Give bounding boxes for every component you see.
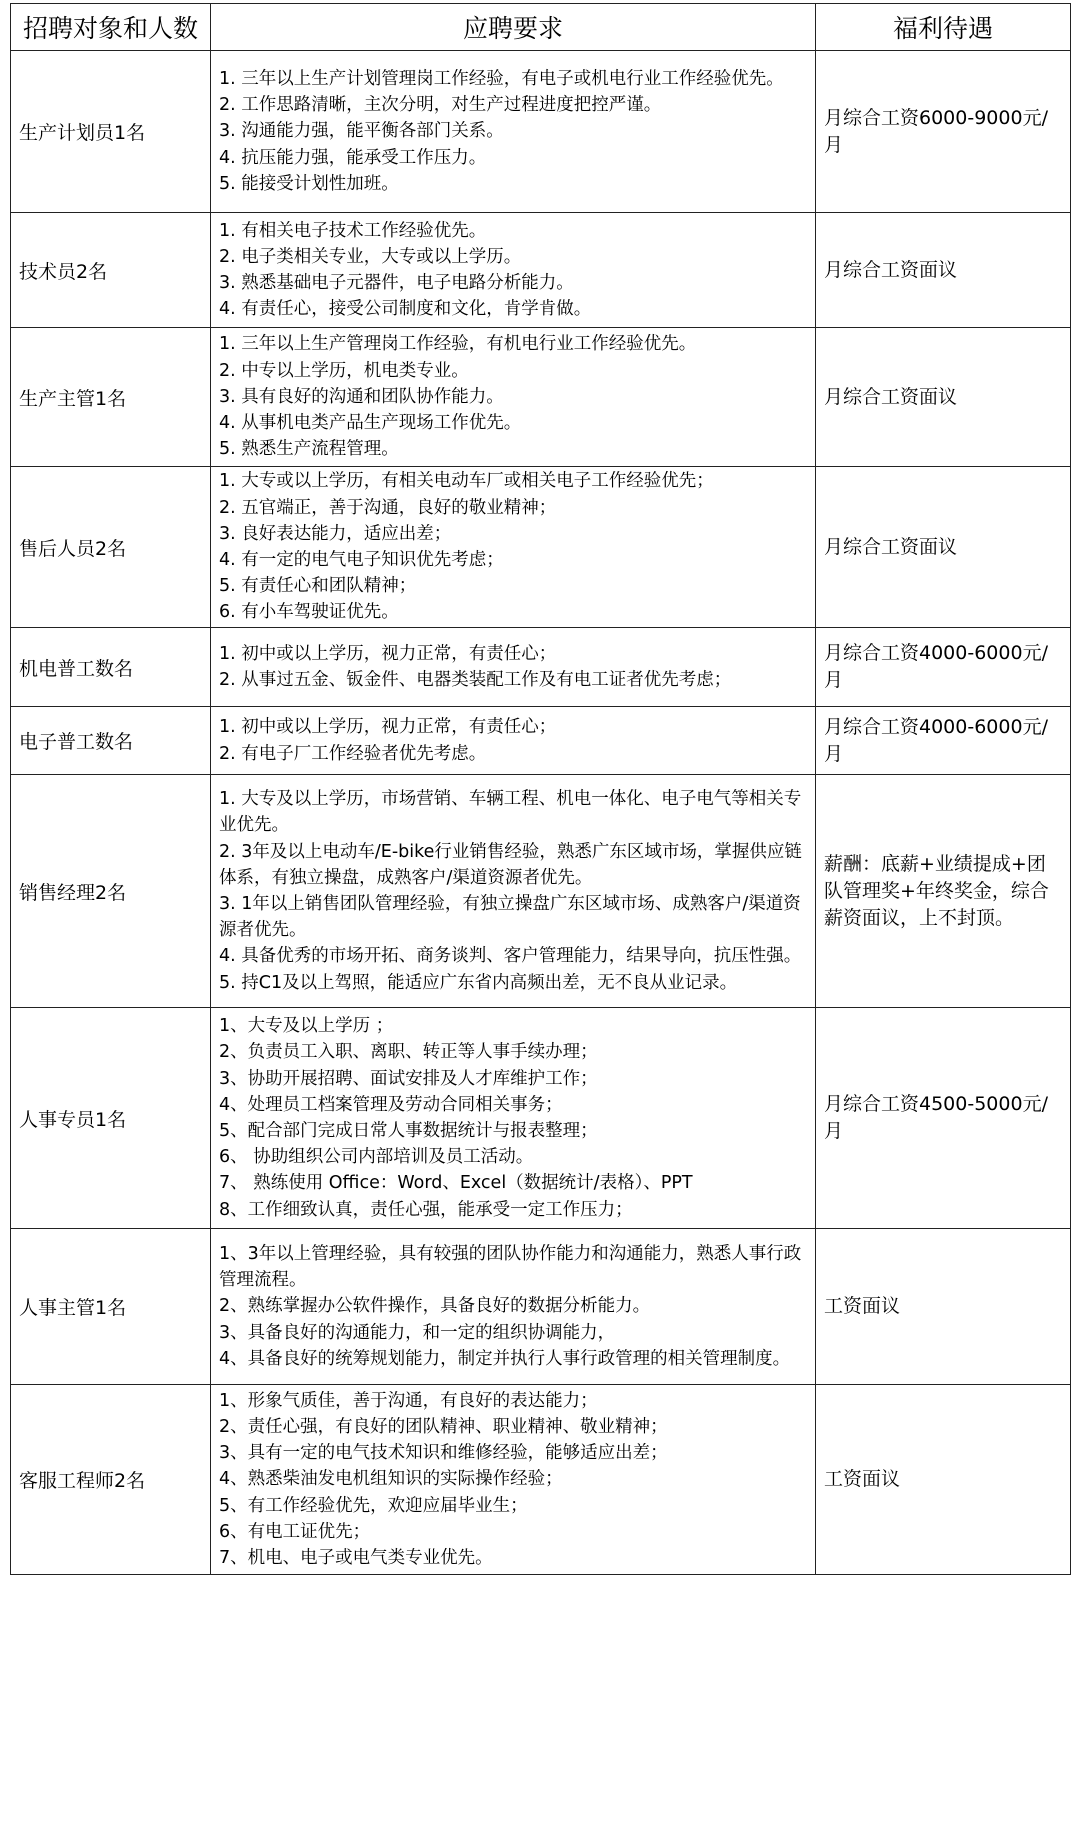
- requirement-item: 2、责任心强，有良好的团队精神、职业精神、敬业精神；: [219, 1416, 668, 1437]
- requirement-item: 4. 具备优秀的市场开拓、商务谈判、客户管理能力，结果导向，抗压性强。: [219, 946, 802, 967]
- requirement-item: 1、3年以上管理经验，具有较强的团队协作能力和沟通能力，熟悉人事行政管理流程。: [219, 1243, 802, 1291]
- benefit-cell: 月综合工资面议: [816, 213, 1071, 328]
- requirements-cell: [211, 628, 816, 707]
- requirement-item: 2. 3年及以上电动车/E-bike行业销售经验，熟悉广东区域市场，掌握供应链体系，有独立操盘，成熟客户/渠道资源者优先。: [219, 841, 802, 888]
- benefit-cell: 月综合工资4000-6000元/月: [816, 707, 1071, 775]
- requirement-item: 2. 从事过五金、钣金件、电器类装配工作及有电工证者优先考虑；: [219, 670, 732, 690]
- requirement-item: 2. 有电子厂工作经验者优先考虑。: [219, 743, 487, 764]
- table-row: [11, 1008, 1071, 1229]
- requirement-item: 2、熟练掌握办公软件操作，具备良好的数据分析能力。: [219, 1296, 651, 1317]
- requirement-item: 1. 大专及以上学历，市场营销、车辆工程、机电一体化、电子电气等相关专业优先。: [219, 789, 802, 836]
- requirement-item: 1. 初中或以上学历，视力正常，有责任心；: [219, 717, 557, 738]
- position-cell: 售后人员2名: [11, 467, 211, 628]
- table-row: [11, 467, 1071, 628]
- table-row: [11, 628, 1071, 707]
- table-row: [11, 1229, 1071, 1385]
- requirement-item: 4、熟悉柴油发电机组知识的实际操作经验；: [219, 1469, 563, 1490]
- table-row: [11, 213, 1071, 328]
- requirement-item: 3、具备良好的沟通能力，和一定的组织协调能力，: [219, 1322, 616, 1343]
- requirement-item: 7、机电、电子或电气类专业优先。: [219, 1548, 493, 1568]
- requirement-item: 1、形象气质佳，善于沟通，有良好的表达能力；: [219, 1390, 598, 1411]
- requirement-item: 2. 工作思路清晰，主次分明，对生产过程进度把控严谨。: [219, 95, 662, 116]
- requirements-cell: [211, 1229, 816, 1385]
- benefit-cell: 工资面议: [816, 1385, 1071, 1575]
- requirement-item: 2. 中专以上学历，机电类专业。: [219, 360, 469, 381]
- requirement-item: 5、有工作经验优先，欢迎应届毕业生；: [219, 1495, 528, 1516]
- header-row: [11, 4, 1071, 51]
- position-cell: 销售经理2名: [11, 775, 211, 1008]
- table-row: [11, 1385, 1071, 1575]
- requirements-cell: [211, 775, 816, 1008]
- benefit-cell: 月综合工资4000-6000元/月: [816, 628, 1071, 707]
- requirement-item: 2. 五官端正，善于沟通，良好的敬业精神；: [219, 497, 557, 518]
- requirement-item: 6、有电工证优先；: [219, 1521, 371, 1542]
- requirement-item: 7、 熟练使用 Office：Word、Excel（数据统计/表格）、PPT: [219, 1173, 693, 1194]
- requirement-item: 5. 持C1及以上驾照，能适应广东省内高频出差，无不良从业记录。: [219, 972, 738, 993]
- position-cell: 客服工程师2名: [11, 1385, 211, 1575]
- table-row: [11, 775, 1071, 1008]
- header-benefits: 福利待遇: [816, 4, 1071, 51]
- position-cell: 人事专员1名: [11, 1008, 211, 1229]
- requirement-item: 5. 熟悉生产流程管理。: [219, 439, 399, 460]
- recruitment-table: [10, 3, 1071, 1575]
- requirement-item: 1. 有相关电子技术工作经验优先。: [219, 220, 487, 241]
- requirement-item: 4、具备良好的统筹规划能力，制定并执行人事行政管理的相关管理制度。: [219, 1348, 791, 1369]
- position-cell: 生产计划员1名: [11, 51, 211, 213]
- benefit-cell: 薪酬：底薪+业绩提成+团队管理奖+年终奖金，综合薪资面议，上不封顶。: [816, 775, 1071, 1008]
- requirements-cell: [211, 1385, 816, 1575]
- requirement-item: 5. 有责任心和团队精神；: [219, 576, 417, 597]
- requirement-item: 3. 良好表达能力，适应出差；: [219, 523, 452, 544]
- requirement-item: 8、工作细致认真，责任心强，能承受一定工作压力；: [219, 1199, 633, 1220]
- requirement-item: 4. 抗压能力强，能承受工作压力。: [219, 147, 487, 168]
- requirement-item: 6、 协助组织公司内部培训及员工活动。: [219, 1147, 534, 1168]
- requirement-item: 2、负责员工入职、离职、转正等人事手续办理；: [219, 1042, 598, 1063]
- requirement-item: 3. 沟通能力强，能平衡各部门关系。: [219, 121, 504, 142]
- position-cell: 机电普工数名: [11, 628, 211, 707]
- requirements-cell: [211, 707, 816, 775]
- requirement-item: 4. 有责任心，接受公司制度和文化，肯学肯做。: [219, 299, 592, 320]
- requirement-item: 6. 有小车驾驶证优先。: [219, 602, 399, 623]
- requirement-item: 5、配合部门完成日常人事数据统计与报表整理；: [219, 1121, 598, 1141]
- requirement-item: 3. 熟悉基础电子元器件，电子电路分析能力。: [219, 273, 574, 293]
- requirement-item: 4、处理员工档案管理及劳动合同相关事务；: [219, 1094, 563, 1115]
- benefit-cell: 月综合工资面议: [816, 467, 1071, 628]
- requirement-item: 2. 电子类相关专业，大专或以上学历。: [219, 246, 522, 267]
- requirements-cell: [211, 467, 816, 628]
- requirement-item: 3. 具有良好的沟通和团队协作能力。: [219, 386, 504, 407]
- requirement-item: 4. 有一定的电气电子知识优先考虑；: [219, 550, 504, 570]
- requirements-cell: [211, 51, 816, 213]
- requirements-cell: [211, 213, 816, 328]
- requirements-cell: [211, 1008, 816, 1229]
- position-cell: 技术员2名: [11, 213, 211, 328]
- benefit-cell: 工资面议: [816, 1229, 1071, 1385]
- table-row: [11, 707, 1071, 775]
- requirement-item: 5. 能接受计划性加班。: [219, 173, 399, 194]
- requirement-item: 3、协助开展招聘、面试安排及人才库维护工作；: [219, 1068, 598, 1089]
- position-cell: 生产主管1名: [11, 328, 211, 467]
- requirement-item: 3. 1年以上销售团队管理经验，有独立操盘广东区域市场、成熟客户/渠道资源者优先。: [219, 894, 801, 941]
- benefit-cell: 月综合工资6000-9000元/月: [816, 51, 1071, 213]
- table-row: [11, 328, 1071, 467]
- position-cell: 电子普工数名: [11, 707, 211, 775]
- header-position: 招聘对象和人数: [11, 4, 211, 51]
- position-cell: 人事主管1名: [11, 1229, 211, 1385]
- requirement-item: 1. 初中或以上学历，视力正常，有责任心；: [219, 643, 557, 664]
- requirement-item: 1. 三年以上生产计划管理岗工作经验，有电子或机电行业工作经验优先。: [219, 68, 784, 89]
- requirement-item: 1、大专及以上学历 ；: [219, 1016, 394, 1037]
- requirements-cell: [211, 328, 816, 467]
- requirement-item: 3、具有一定的电气技术知识和维修经验，能够适应出差；: [219, 1443, 668, 1464]
- benefit-cell: 月综合工资面议: [816, 328, 1071, 467]
- benefit-cell: 月综合工资4500-5000元/月: [816, 1008, 1071, 1229]
- header-requirements: 应聘要求: [211, 4, 816, 51]
- requirement-item: 1. 三年以上生产管理岗工作经验，有机电行业工作经验优先。: [219, 334, 697, 355]
- table-row: [11, 51, 1071, 213]
- requirement-item: 1. 大专或以上学历，有相关电动车厂或相关电子工作经验优先；: [219, 471, 714, 492]
- requirement-item: 4. 从事机电类产品生产现场工作优先。: [219, 413, 522, 434]
